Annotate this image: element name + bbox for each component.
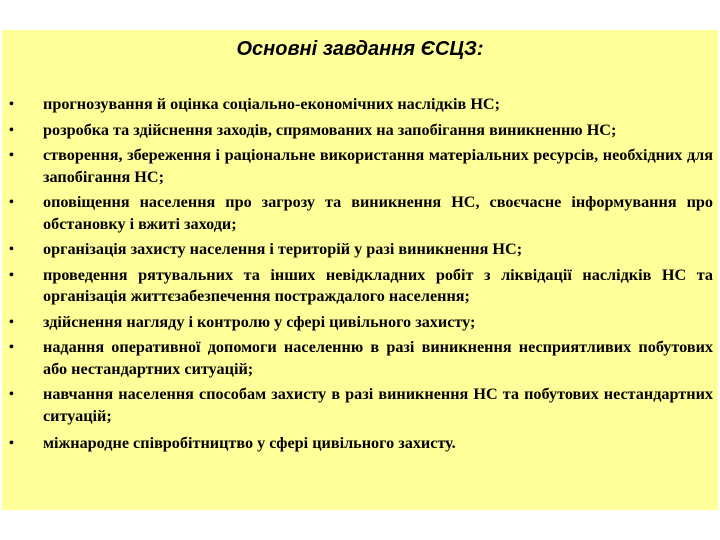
task-text: прогнозування й оцінка соціально-економічних наслідків НС;	[43, 95, 500, 113]
list-item	[0, 433, 720, 455]
list-item	[0, 145, 720, 188]
slide-title: Основні завдання ЄСЦЗ:	[236, 38, 484, 60]
task-list	[0, 94, 720, 459]
list-item	[0, 265, 720, 308]
task-text: створення, збереження і раціональне використання матеріальних ресурсів, необхідних для запобігання НС;	[43, 146, 713, 186]
task-text: організація захисту населення і територій у разі виникнення НС;	[43, 240, 523, 258]
list-item	[0, 337, 720, 380]
list-item	[0, 120, 720, 142]
task-text: проведення рятувальних та інших невідкладних робіт з ліквідації наслідків НС та організація життєзабезпечення постраждалого населення;	[43, 265, 713, 305]
task-text: навчання населення способам захисту в разі виникнення НС та побутових нестандартних ситуацій;	[43, 385, 713, 425]
list-item	[0, 239, 720, 261]
task-text: розробка та здійснення заходів, спрямованих на запобігання виникненню НС;	[43, 120, 617, 139]
bullet-icon: •	[9, 195, 14, 210]
bullet-icon: •	[9, 267, 14, 283]
bullet-icon: •	[9, 122, 14, 138]
bullet-icon: •	[9, 314, 14, 330]
bullet-icon: •	[9, 340, 14, 355]
bullet-icon: •	[9, 436, 14, 451]
bullet-icon: •	[9, 242, 14, 257]
bullet-icon: •	[9, 148, 14, 163]
bullet-icon: •	[9, 387, 14, 402]
list-item	[0, 384, 720, 427]
list-item	[0, 192, 720, 235]
bullet-icon: •	[9, 97, 14, 112]
task-text: міжнародне співробітництво у сфері цивільного захисту.	[43, 434, 456, 452]
list-item	[0, 312, 720, 334]
list-item	[0, 94, 720, 116]
task-text: здійснення нагляду і контролю у сфері цивільного захисту;	[43, 312, 476, 331]
task-text: надання оперативної допомоги населенню в разі виникнення несприятливих побутових або нестандартних ситуацій;	[43, 338, 713, 378]
task-text: оповіщення населення про загрозу та виникнення НС, своєчасне інформування про обстановку і вжиті заходи;	[43, 193, 713, 233]
